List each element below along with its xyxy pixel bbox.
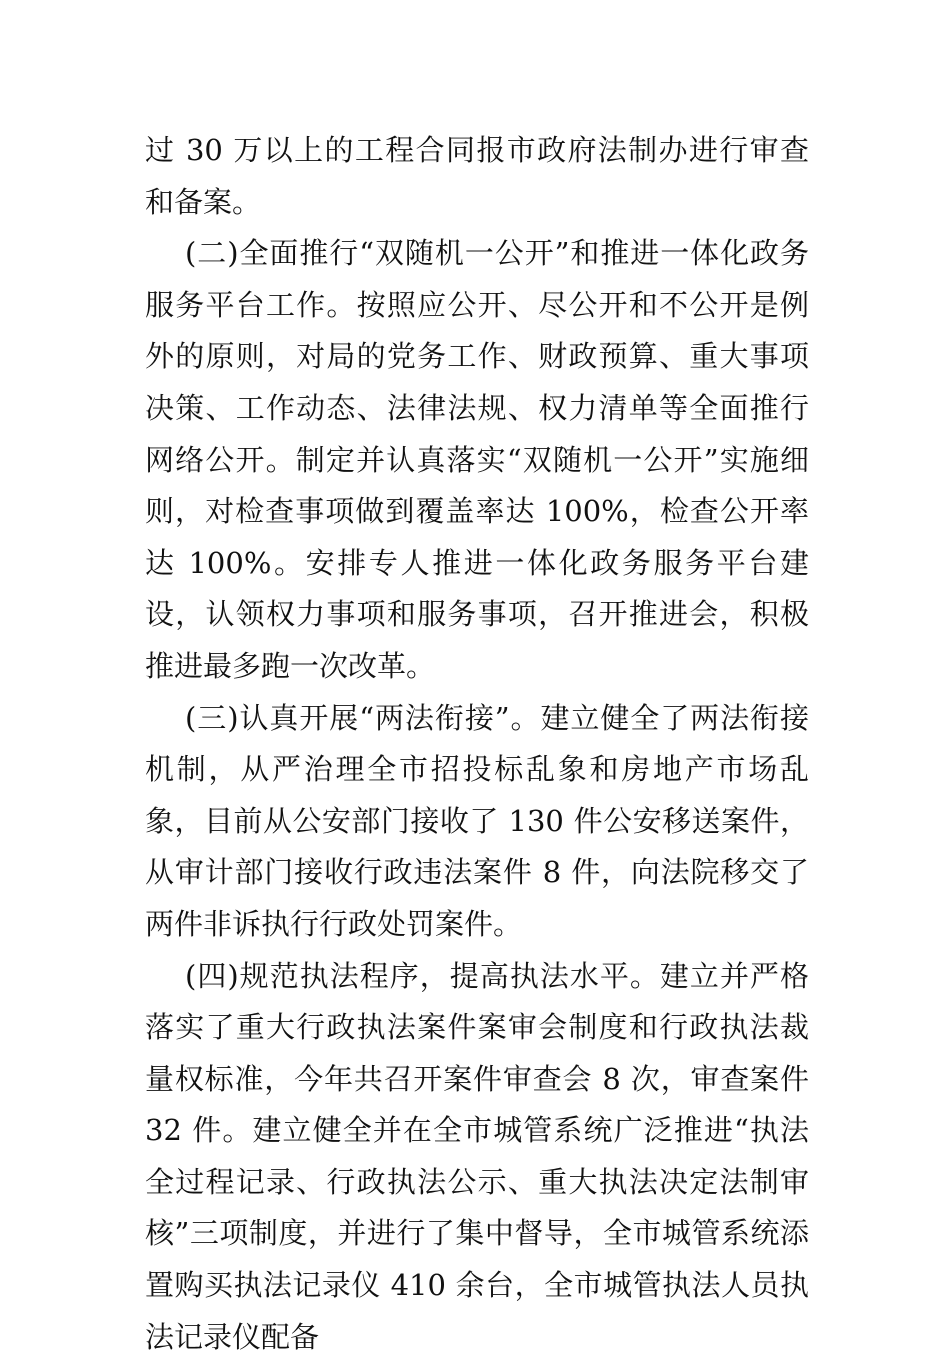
- paragraph-section-4: (四)规范执法程序，提高执法水平。建立并严格落实了重大行政执法案件案审会制度和行政执法裁量权标准，今年共召开案件审查会 8 次，审查案件 32 件。建立健全并在全市城管系统广泛推进“执法全过程记录、行政执法公示、重大执法决定法制审核”三项制度，并进行了集中督导，全市城管系统添置购买执法记录仪 410 余台，全市城管执法人员执法记录仪配备: [145, 951, 809, 1363]
- document-body: [145, 125, 809, 1363]
- paragraph-section-3: (三)认真开展“两法衔接”。建立健全了两法衔接机制，从严治理全市招投标乱象和房地产市场乱象，目前从公安部门接收了 130 件公安移送案件，从审计部门接收行政违法案件 8 件，向法院移交了两件非诉执行行政处罚案件。: [145, 693, 809, 951]
- paragraph-continuation: 过 30 万以上的工程合同报市政府法制办进行审查和备案。: [145, 125, 809, 228]
- paragraph-section-2: (二)全面推行“双随机一公开”和推进一体化政务服务平台工作。按照应公开、尽公开和不公开是例外的原则，对局的党务工作、财政预算、重大事项决策、工作动态、法律法规、权力清单等全面推行网络公开。制定并认真落实“双随机一公开”实施细则，对检查事项做到覆盖率达 100%，检查公开率达 100%。安排专人推进一体化政务服务平台建设，认领权力事项和服务事项，召开推进会，积极推进最多跑一次改革。: [145, 228, 809, 692]
